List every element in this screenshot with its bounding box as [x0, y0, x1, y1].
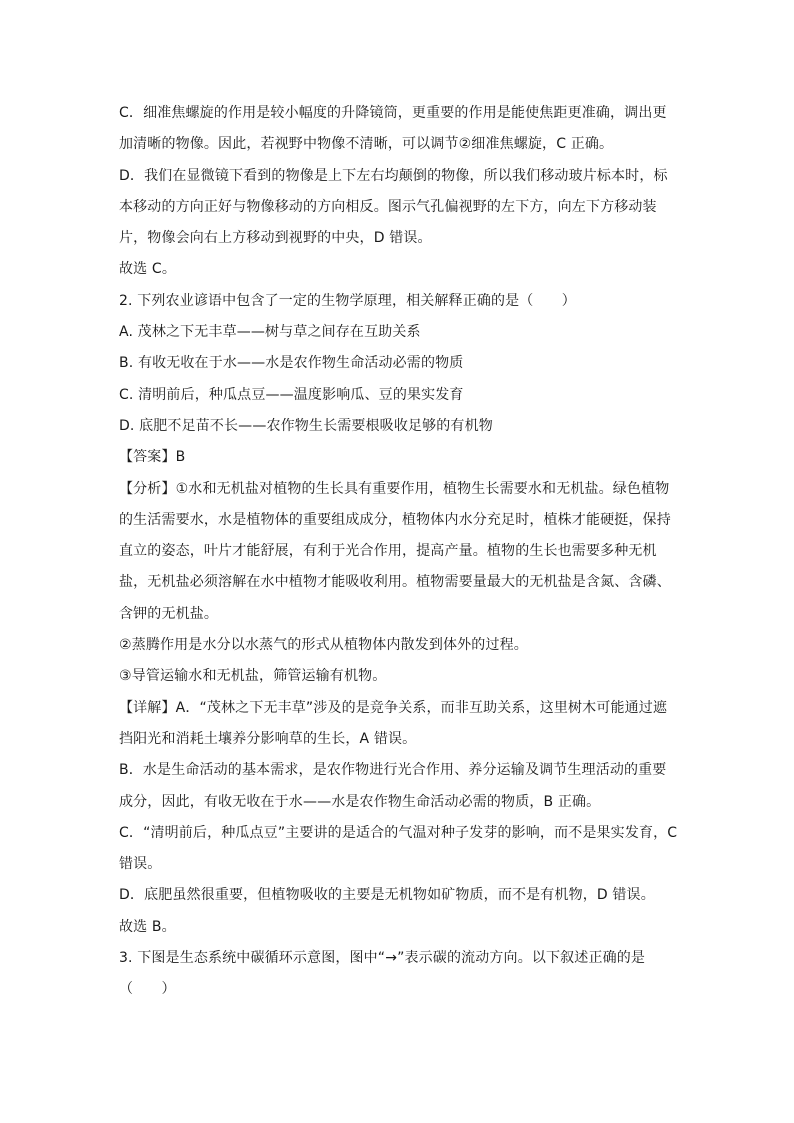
text-line: 成分，因此，有收无收在于水——水是农作物生命活动必需的物质，B 正确。 — [119, 793, 601, 810]
document-body — [119, 98, 679, 1006]
text-line: D．底肥虽然很重要，但植物吸收的主要是无机物如矿物质，而不是有机物，D 错误。 — [119, 887, 655, 904]
text-line: 的生活需要水，水是植物体的重要组成成分，植物体内水分充足时，植株才能硬挺，保持 — [119, 511, 671, 528]
text-line: 片，物像会向右上方移动到视野的中央，D 错误。 — [119, 230, 432, 247]
question-3-bracket: （ ） — [119, 981, 176, 998]
text-line: 盐，无机盐必须溶解在水中植物才能吸收利用。植物需要量最大的无机盐是含氮、含磷、 — [119, 574, 671, 591]
question-2-option-a: A. 茂林之下无丰草——树与草之间存在互助关系 — [119, 324, 421, 341]
text-line: 错误。 — [119, 856, 162, 873]
text-line: 含钾的无机盐。 — [119, 605, 219, 622]
text-line: B．水是生命活动的基本需求，是农作物进行光合作用、养分运输及调节生理活动的重要 — [119, 762, 667, 779]
explanation-line: 【详解】A．“茂林之下无丰草”涉及的是竞争关系，而非互助关系，这里树木可能通过遮 — [119, 699, 668, 716]
text-line: ③导管运输水和无机盐，筛管运输有机物。 — [119, 668, 387, 685]
text-line: C．“清明前后，种瓜点豆”主要讲的是适合的气温对种子发芽的影响，而不是果实发育，C — [119, 824, 678, 841]
question-2-stem: 2. 下列农业谚语中包含了一定的生物学原理，相关解释正确的是（ ） — [119, 292, 576, 309]
question-2-option-d: D. 底肥不足苗不长——农作物生长需要根吸收足够的有机物 — [119, 417, 493, 434]
text-line: D．我们在显微镜下看到的物像是上下左右均颠倒的物像，所以我们移动玻片标本时，标 — [119, 167, 668, 184]
question-3-stem: 3. 下图是生态系统中碳循环示意图，图中“→”表示碳的流动方向。以下叙述正确的是 — [119, 950, 646, 967]
text-line: ②蒸腾作用是水分以水蒸气的形式从植物体内散发到体外的过程。 — [119, 637, 528, 654]
text-line: C．细准焦螺旋的作用是较小幅度的升降镜筒，更重要的作用是能使焦距更准确，调出更 — [119, 105, 667, 121]
text-line: 故选 C。 — [119, 261, 176, 278]
text-line: 加清晰的物像。因此，若视野中物像不清晰，可以调节②细准焦螺旋，C 正确。 — [119, 136, 614, 153]
analysis-line: 【分析】①水和无机盐对植物的生长具有重要作用，植物生长需要水和无机盐。绿色植物 — [119, 480, 670, 497]
text-line: 本移动的方向正好与物像移动的方向相反。图示气孔偏视野的左下方，向左下方移动装 — [119, 198, 657, 215]
question-2-option-c: C. 清明前后，种瓜点豆——温度影响瓜、豆的果实发育 — [119, 386, 464, 403]
answer-line: 【答案】B — [119, 449, 186, 466]
question-2-option-b: B. 有收无收在于水——水是农作物生命活动必需的物质 — [119, 355, 464, 372]
text-line: 直立的姿态，叶片才能舒展，有利于光合作用，提高产量。植物的生长也需要多种无机 — [119, 543, 657, 560]
text-line: 故选 B。 — [119, 918, 176, 935]
text-line: 挡阳光和消耗土壤养分影响草的生长，A 错误。 — [119, 730, 417, 747]
